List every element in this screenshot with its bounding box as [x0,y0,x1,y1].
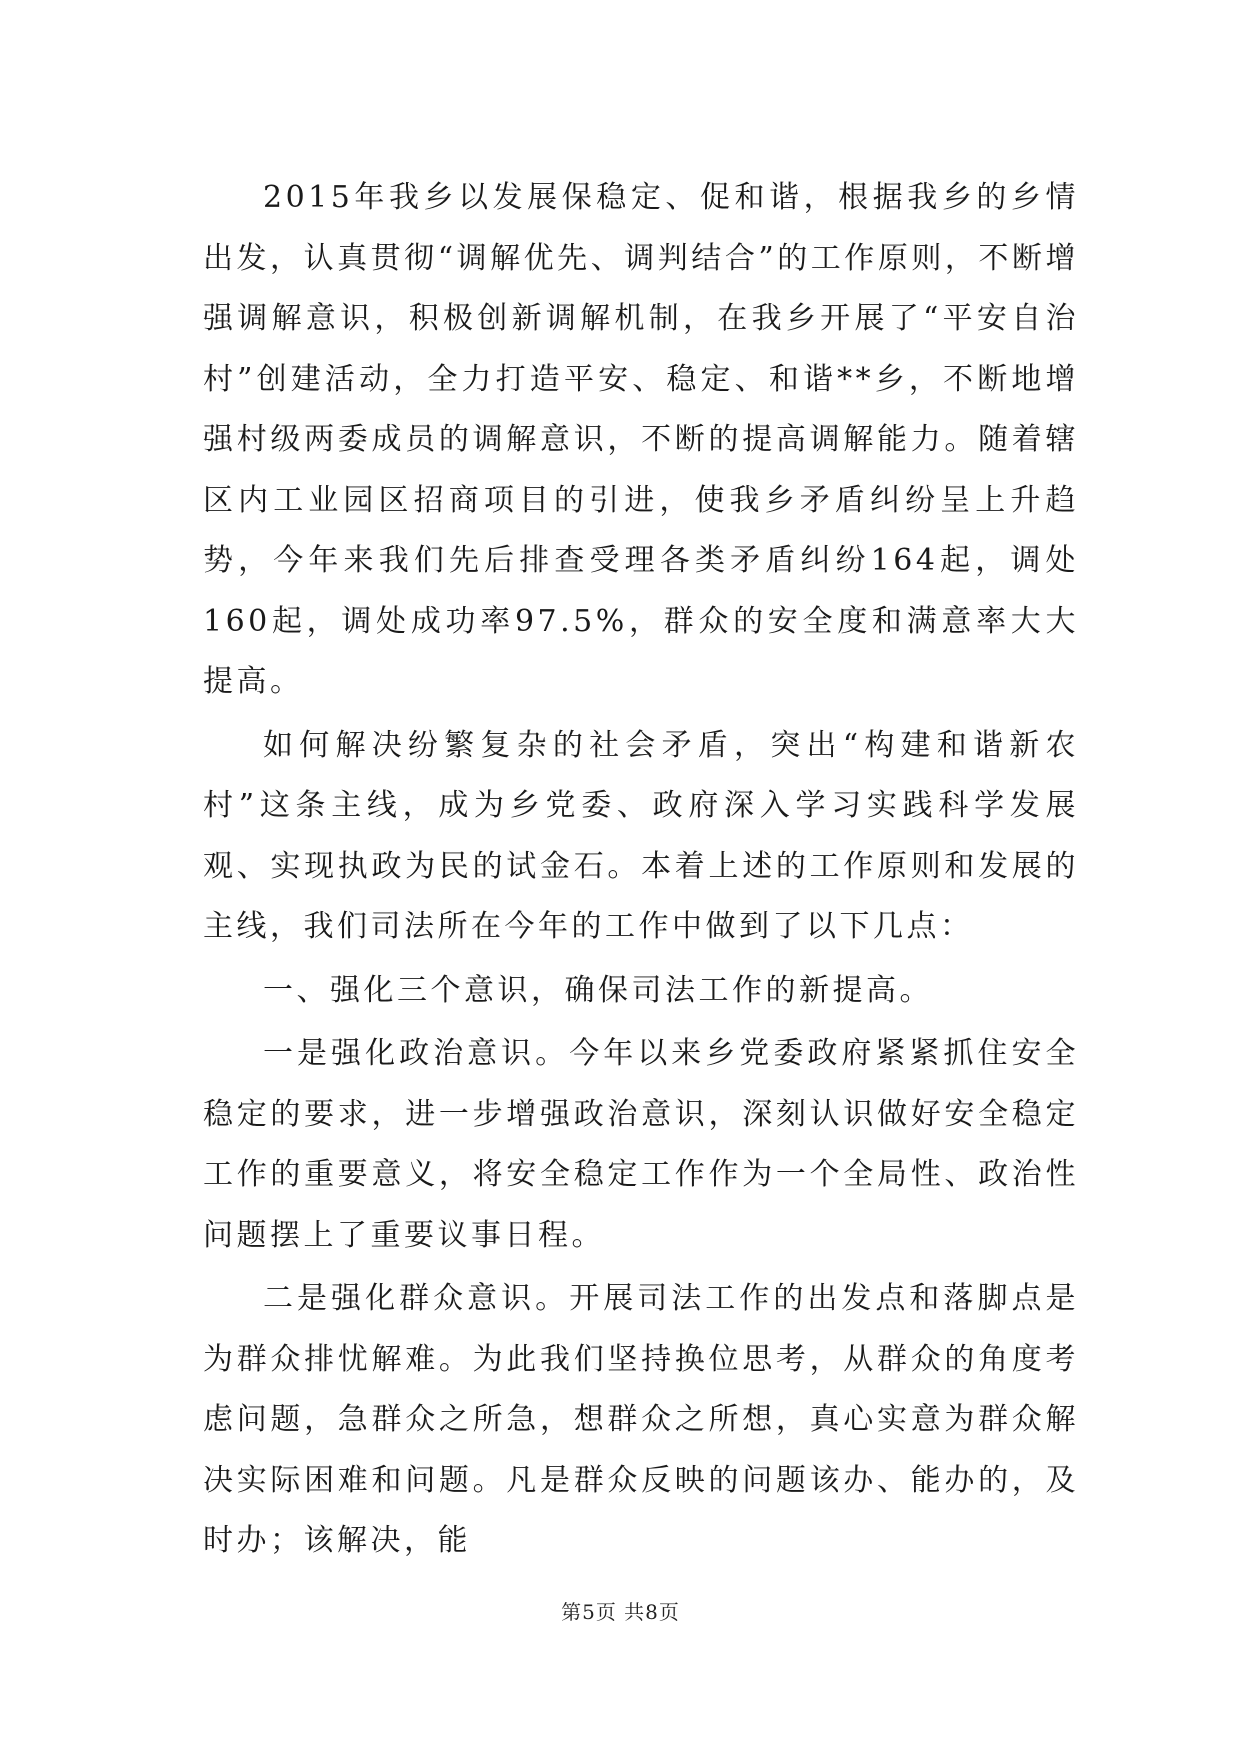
paragraph-summary-2015: 2015年我乡以发展保稳定、促和谐，根据我乡的乡情出发，认真贯彻“调解优先、调判结合”的工作原则，不断增强调解意识，积极创新调解机制，在我乡开展了“平安自治村”创建活动，全力打造平安、稳定、和谐**乡，不断地增强村级两委成员的调解意识，不断的提高调解能力。随着辖区内工业园区招商项目的引进，使我乡矛盾纠纷呈上升趋势，今年来我们先后排查受理各类矛盾纠纷164起，调处160起，调处成功率97.5%，群众的安全度和满意率大大提高。 [203,180,1079,699]
section-heading-three-awareness: 一、强化三个意识，确保司法工作的新提高。 [263,972,933,1008]
paragraph-political-awareness: 一是强化政治意识。今年以来乡党委政府紧紧抓住安全稳定的要求，进一步增强政治意识，深刻认识做好安全稳定工作的重要意义，将安全稳定工作作为一个全局性、政治性问题摆上了重要议事日程。 [203,1036,1079,1253]
page-number-footer: 第5页 共8页 [561,1600,680,1624]
paragraph-resolving-conflicts: 如何解决纷繁复杂的社会矛盾，突出“构建和谐新农村”这条主线，成为乡党委、政府深入学习实践科学发展观、实现执政为民的试金石。本着上述的工作原则和发展的主线，我们司法所在今年的工作中做到了以下几点： [203,727,1079,944]
paragraph-mass-awareness: 二是强化群众意识。开展司法工作的出发点和落脚点是为群众排忧解难。为此我们坚持换位思考，从群众的角度考虑问题，急群众之所急，想群众之所想，真心实意为群众解决实际困难和问题。凡是群众反映的问题该办、能办的，及时办；该解决，能 [203,1281,1079,1558]
document-body [203,168,1079,1572]
